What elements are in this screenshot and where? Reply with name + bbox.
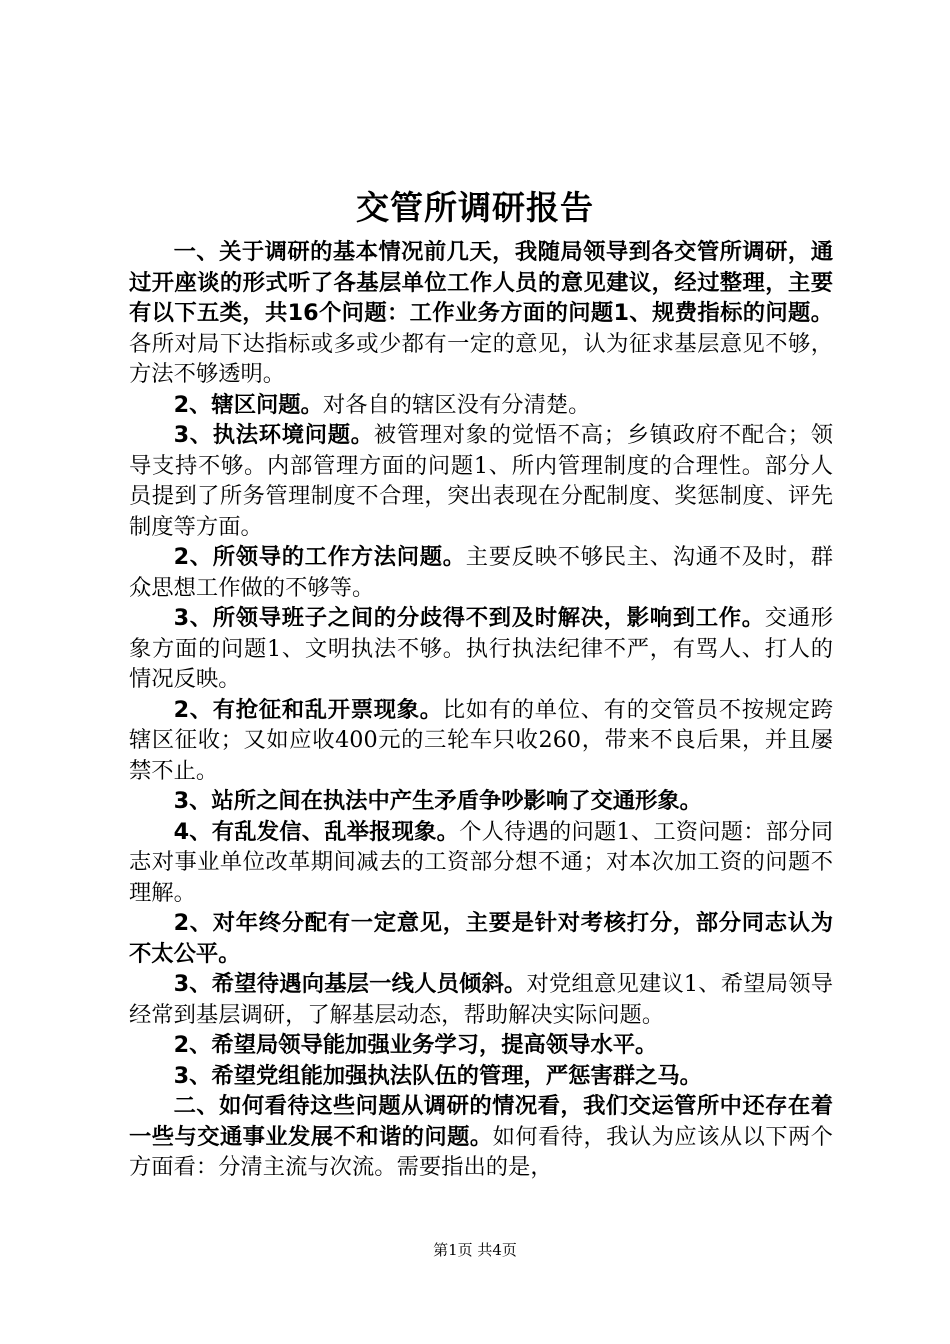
paragraph-heading: 二、如何看待这些问题从调研的情况看，我们交运管所中还存在着一些与交通事业发展不和谐的问题。 xyxy=(129,1093,833,1150)
page-footer: 第1页 共4页 xyxy=(433,1241,517,1259)
paragraph-heading: 2、对年终分配有一定意见，主要是针对考核打分，部分同志认为不太公平。 xyxy=(129,910,833,967)
body-paragraph xyxy=(129,1091,833,1183)
paragraph-text: 交通形象方面的问题1、文明执法不够。执行执法纪律不严，有骂人、打人的情况反映。 xyxy=(129,605,833,692)
paragraph-text: 被管理对象的觉悟不高；乡镇政府不配合；领导支持不够。内部管理方面的问题1、所内管理制度的合理性。部分人员提到了所务管理制度不合理，突出表现在分配制度、奖惩制度、评先制度等方面。 xyxy=(129,422,833,540)
paragraph-text: 比如有的单位、有的交管员不按规定跨辖区征收；又如应收400元的三轮车只收260，带来不良后果，并且屡禁不止。 xyxy=(129,696,833,784)
paragraph-heading: 4、有乱发信、乱举报现象。 xyxy=(173,818,460,845)
body-paragraph xyxy=(129,786,833,817)
paragraph-text: 对党组意见建议1、希望局领导经常到基层调研，了解基层动态，帮助解决实际问题。 xyxy=(129,971,834,1028)
paragraph-heading: 3、站所之间在执法中产生矛盾争吵影响了交通形象。 xyxy=(173,788,702,814)
body-paragraph xyxy=(129,969,833,1030)
body-paragraph xyxy=(129,390,833,421)
body-paragraph xyxy=(129,695,833,787)
body-paragraph xyxy=(129,1061,833,1092)
body-paragraph xyxy=(129,542,833,603)
paragraph-text: 个人待遇的问题1、工资问题：部分同志对事业单位改革期间减去的工资部分想不通；对本次加工资的问题不理解。 xyxy=(129,818,834,906)
paragraph-heading: 一、关于调研的基本情况前几天，我随局领导到各交管所调研，通过开座谈的形式听了各基层单位工作人员的意见建议，经过整理，主要有以下五类，共16个问题：工作业务方面的问题1、规费指标的问题。 xyxy=(129,239,833,326)
document-body xyxy=(129,237,833,1183)
paragraph-text: 各所对局下达指标或多或少都有一定的意见，认为征求基层意见不够，方法不够透明。 xyxy=(129,330,833,387)
paragraph-heading: 3、希望党组能加强执法队伍的管理，严惩害群之马。 xyxy=(173,1062,702,1089)
paragraph-heading: 3、希望待遇向基层一线人员倾斜。 xyxy=(173,971,527,997)
paragraph-text: 主要反映不够民主、沟通不及时，群众思想工作做的不够等。 xyxy=(129,544,833,601)
document-title: 交管所调研报告 xyxy=(356,188,594,227)
body-paragraph xyxy=(129,420,833,542)
body-paragraph xyxy=(129,1030,833,1061)
body-paragraph xyxy=(129,817,833,909)
paragraph-heading: 3、执法环境问题。 xyxy=(173,422,374,448)
paragraph-text: 对各自的辖区没有分清楚。 xyxy=(322,391,591,418)
paragraph-text: 如何看待，我认为应该从以下两个方面看：分清主流与次流。需要指出的是， xyxy=(129,1123,833,1180)
paragraph-heading: 3、所领导班子之间的分歧得不到及时解决，影响到工作。 xyxy=(173,605,765,631)
body-paragraph xyxy=(129,603,833,695)
paragraph-heading: 2、所领导的工作方法问题。 xyxy=(173,544,466,570)
body-paragraph xyxy=(129,908,833,969)
paragraph-heading: 2、有抢征和乱开票现象。 xyxy=(173,696,443,723)
body-paragraph xyxy=(129,237,833,390)
paragraph-heading: 2、辖区问题。 xyxy=(173,391,323,418)
paragraph-heading: 2、希望局领导能加强业务学习，提高领导水平。 xyxy=(173,1032,658,1058)
